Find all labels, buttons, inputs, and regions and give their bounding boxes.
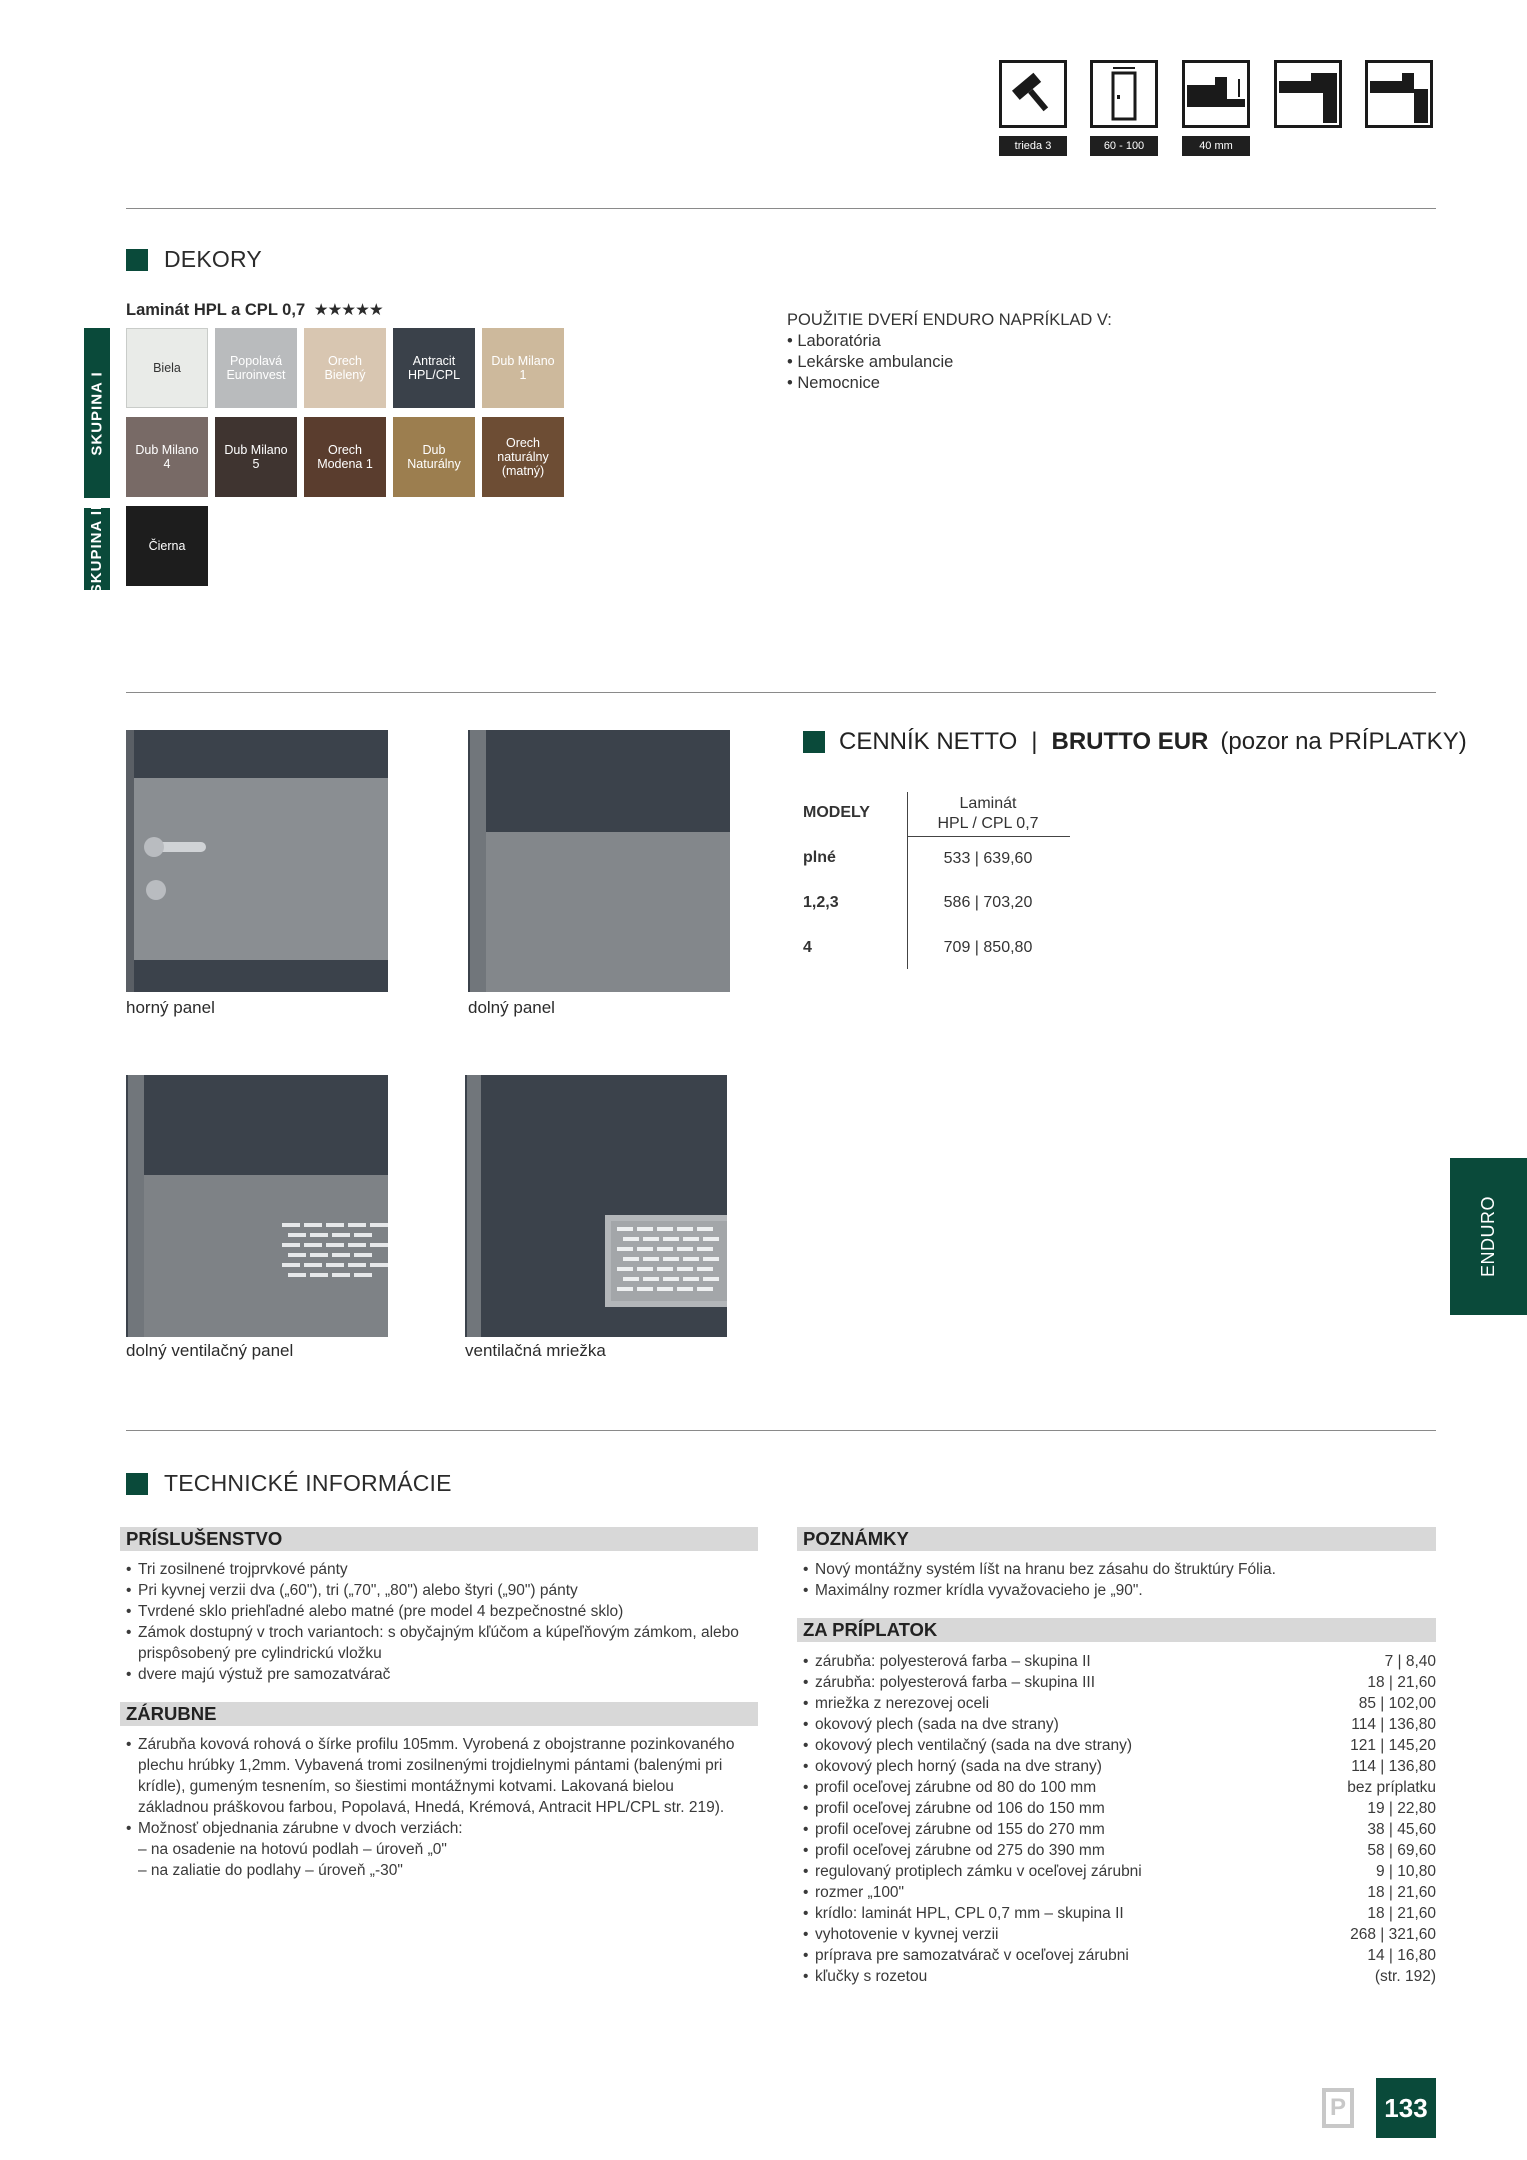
icon-label-class: trieda 3 [999, 136, 1067, 156]
surcharge-label: • okovový plech horný (sada na dve strany) [815, 1758, 1102, 1775]
surcharge-label: • zárubňa: polyesterová farba – skupina II [815, 1653, 1091, 1670]
decor-swatch [393, 417, 475, 497]
decor-swatch-label: Biela [153, 361, 181, 375]
usage-list [787, 331, 1112, 394]
decor-swatch-label: Antracit HPL/CPL [407, 354, 461, 382]
decor-swatch [482, 417, 564, 497]
group-1-tab [84, 328, 110, 498]
group-2-label: SKUPINA II [88, 504, 106, 594]
surcharge-price: 85 | 102,00 [1358, 1695, 1436, 1712]
list-item: • dvere majú výstuž pre samozatvárač [126, 1664, 756, 1685]
surcharge-row [803, 1672, 1436, 1693]
pricing-col-model: MODELY [803, 804, 870, 821]
surcharge-row [803, 1924, 1436, 1945]
priplatok-list [803, 1651, 1436, 1987]
surcharge-row [803, 1714, 1436, 1735]
door-width-icon [1090, 60, 1158, 128]
pricing-row-price: 586 | 703,20 [943, 894, 1033, 911]
enduro-side-tab-label: ENDURO [1478, 1195, 1499, 1278]
pricing-col-laminate-line1: Laminát [959, 795, 1017, 812]
section-marker [803, 731, 825, 753]
page-number: 133 [1376, 2078, 1436, 2138]
surcharge-row [803, 1756, 1436, 1777]
surcharge-label: • okovový plech ventilačný (sada na dve strany) [815, 1737, 1133, 1754]
zarubne-list [126, 1734, 736, 1881]
surcharge-row [803, 1651, 1436, 1672]
decor-swatch [126, 328, 208, 408]
surcharge-row [803, 1798, 1436, 1819]
usage-title: POUŽITIE DVERÍ ENDURO NAPRÍKLAD V: [787, 311, 1112, 329]
decor-swatch-label: Popolavá Euroinvest [226, 354, 286, 382]
door-upper-panel-image [126, 730, 388, 992]
list-subitem: – na zaliatie do podlahy – úroveň „-30" [138, 1862, 403, 1879]
surcharge-price: 121 | 145,20 [1350, 1737, 1436, 1754]
surcharge-price: 19 | 22,80 [1367, 1800, 1436, 1817]
surcharge-price: 18 | 21,60 [1367, 1674, 1436, 1691]
poznamky-list [803, 1559, 1436, 1601]
decor-swatch [393, 328, 475, 408]
list-item: • Nový montážny systém líšt na hranu bez zásahu do štruktúry Fólia. [803, 1559, 1436, 1580]
star-rating: ★★★★★ [313, 301, 383, 319]
pricing-title [803, 728, 1467, 756]
laminate-subtitle [126, 300, 383, 320]
icon-label-thickness: 40 mm [1182, 136, 1250, 156]
surcharge-price: 9 | 10,80 [1375, 1863, 1436, 1880]
brand-logo [1322, 2088, 1354, 2128]
surcharge-price: 18 | 21,60 [1367, 1905, 1436, 1922]
surcharge-row [803, 1840, 1436, 1861]
panel-caption: dolný panel [468, 998, 555, 1017]
surcharge-label: • profil oceľovej zárubne od 155 do 270 mm [815, 1821, 1105, 1838]
surcharge-row [803, 1819, 1436, 1840]
pricing-row-model: plné [803, 849, 836, 866]
surcharge-price: 38 | 45,60 [1367, 1821, 1436, 1838]
surcharge-price: bez príplatku [1347, 1779, 1436, 1796]
usage-item: • Nemocnice [787, 373, 1112, 394]
decor-swatch-label: Orech Modena 1 [317, 443, 373, 471]
divider [126, 208, 1436, 209]
usage-item: • Laboratória [787, 331, 1112, 352]
surcharge-label: • rozmer „100" [815, 1884, 905, 1901]
door-ventilation-panel-image [126, 1075, 388, 1337]
decor-swatch [215, 417, 297, 497]
divider [126, 692, 1436, 693]
decor-swatch-label: Čierna [148, 539, 186, 553]
surcharge-row [803, 1777, 1436, 1798]
decor-swatch [215, 328, 297, 408]
surcharge-label: • profil oceľovej zárubne od 80 do 100 mm [815, 1779, 1097, 1796]
usage-block [787, 310, 1112, 394]
decor-swatch [482, 328, 564, 408]
surcharge-price: 18 | 21,60 [1367, 1884, 1436, 1901]
decor-swatch [304, 328, 386, 408]
pricing-title-brutto: BRUTTO EUR [1051, 728, 1209, 755]
door-profile-icon [1274, 60, 1342, 128]
surcharge-price: 7 | 8,40 [1384, 1653, 1436, 1670]
surcharge-label: • kľučky s rozetou [815, 1968, 928, 1985]
surcharge-row [803, 1693, 1436, 1714]
surcharge-label: • vyhotovenie v kyvnej verzii [815, 1926, 999, 1943]
surcharge-price: 58 | 69,60 [1367, 1842, 1436, 1859]
poznamky-header: POZNÁMKY [797, 1527, 1436, 1551]
decor-swatch-label: Dub Naturálny [407, 443, 461, 471]
surcharge-label: • krídlo: laminát HPL, CPL 0,7 mm – skupina II [815, 1905, 1124, 1922]
pricing-row-price: 709 | 850,80 [943, 939, 1033, 956]
enduro-side-tab [1450, 1158, 1527, 1315]
brand-logo-letter: P [1329, 2094, 1346, 2121]
decor-swatch-label: Dub Milano 4 [135, 443, 199, 471]
surcharge-row [803, 1945, 1436, 1966]
list-item: • Tri zosilnené trojprvkové pánty [126, 1559, 756, 1580]
ventilation-grille-image [465, 1075, 727, 1337]
laminate-subtitle-text: Laminát HPL a CPL 0,7 [126, 301, 306, 319]
section-tech-label: TECHNICKÉ INFORMÁCIE [164, 1470, 452, 1496]
pricing-title-separator: | [1031, 728, 1038, 755]
table-header-rule [907, 836, 1070, 837]
decor-swatch-label: Dub Milano 1 [491, 354, 555, 382]
surcharge-price: 14 | 16,80 [1367, 1947, 1436, 1964]
pricing-col-laminate [908, 794, 1068, 834]
decor-swatch-label: Orech naturálny (matný) [497, 436, 549, 478]
surcharge-row [803, 1735, 1436, 1756]
surcharge-label: • profil oceľovej zárubne od 106 do 150 mm [815, 1800, 1105, 1817]
surcharge-price: (str. 192) [1374, 1968, 1436, 1985]
section-marker [126, 1473, 148, 1495]
list-subitem: – na osadenie na hotovú podlah – úroveň „0" [138, 1841, 447, 1858]
pricing-col-laminate-line2: HPL / CPL 0,7 [937, 815, 1039, 832]
surcharge-label: • mriežka z nerezovej oceli [815, 1695, 990, 1712]
section-dekory-title [126, 246, 262, 273]
decor-swatch [126, 417, 208, 497]
decor-swatch [304, 417, 386, 497]
decor-swatch-label: Orech Bielený [324, 354, 366, 382]
list-item: • Maximálny rozmer krídla vyvažovacieho je „90". [803, 1580, 1436, 1601]
pricing-title-note: (pozor na PRÍPLATKY) [1220, 728, 1467, 755]
group-1-label: SKUPINA I [88, 370, 106, 456]
pricing-title-netto: CENNÍK NETTO [839, 728, 1018, 755]
surcharge-row [803, 1966, 1436, 1987]
zarubne-header: ZÁRUBNE [120, 1702, 758, 1726]
surcharge-row [803, 1861, 1436, 1882]
list-item: • Tvrdené sklo priehľadné alebo matné (pre model 4 bezpečnostné sklo) [126, 1601, 756, 1622]
surcharge-row [803, 1882, 1436, 1903]
surcharge-price: 114 | 136,80 [1351, 1758, 1436, 1775]
section-marker [126, 249, 148, 271]
panel-caption: dolný ventilačný panel [126, 1341, 294, 1360]
surcharge-label: • okovový plech (sada na dve strany) [815, 1716, 1059, 1733]
prislusenstvo-list [126, 1559, 756, 1685]
surcharge-label: • príprava pre samozatvárač v oceľovej zárubni [815, 1947, 1129, 1964]
surcharge-label: • profil oceľovej zárubne od 275 do 390 mm [815, 1842, 1105, 1859]
list-item: • Pri kyvnej verzii dva („60"), tri („70", „80") alebo štyri („90") pánty [126, 1580, 756, 1601]
panel-caption: ventilačná mriežka [465, 1341, 606, 1360]
decor-swatch [126, 506, 208, 586]
hammer-icon [999, 60, 1067, 128]
icon-label-width: 60 - 100 [1090, 136, 1158, 156]
group-2-tab [84, 504, 110, 594]
surcharge-label: • zárubňa: polyesterová farba – skupina III [815, 1674, 1096, 1691]
priplatok-header: ZA PRÍPLATOK [797, 1618, 1436, 1642]
door-thickness-icon [1182, 60, 1250, 128]
surcharge-label: • regulovaný protiplech zámku v oceľovej zárubni [815, 1863, 1142, 1880]
door-lower-panel-image [468, 730, 730, 992]
list-item: • Zárubňa kovová rohová o šírke profilu 105mm. Vyrobená z obojstranne pozinkovaného plechu hrúbky 1,2mm. Vybavená tromi zosilnenými trojdielnymi pántami (balenými pri krídle), gumeným tesnením, so šiestimi montážnymi kotvami. Lakovaná bielou základnou práškovou farbou, Popolavá, Hnedá, Krémová, Antracit HPL/CPL str. 219). [126, 1734, 736, 1818]
usage-item: • Lekárske ambulancie [787, 352, 1112, 373]
pricing-row-price: 533 | 639,60 [943, 850, 1033, 867]
pricing-row-model: 4 [803, 939, 812, 956]
list-item: • Možnosť objednania zárubne v dvoch verziách: [126, 1818, 736, 1839]
section-dekory-label: DEKORY [164, 246, 262, 272]
prislusenstvo-header: PRÍSLUŠENSTVO [120, 1527, 758, 1551]
pricing-row-model: 1,2,3 [803, 894, 839, 911]
decor-swatch-label: Dub Milano 5 [224, 443, 288, 471]
section-tech-title [126, 1470, 452, 1497]
door-profile-icon [1365, 60, 1433, 128]
surcharge-price: 268 | 321,60 [1350, 1926, 1436, 1943]
surcharge-price: 114 | 136,80 [1351, 1716, 1436, 1733]
surcharge-row [803, 1903, 1436, 1924]
panel-caption: horný panel [126, 998, 215, 1017]
divider [126, 1430, 1436, 1431]
list-item: • Zámok dostupný v troch variantoch: s obyčajným kľúčom a kúpeľňovým zámkom, alebo prispôsobený pre cylindrickú vložku [126, 1622, 756, 1664]
